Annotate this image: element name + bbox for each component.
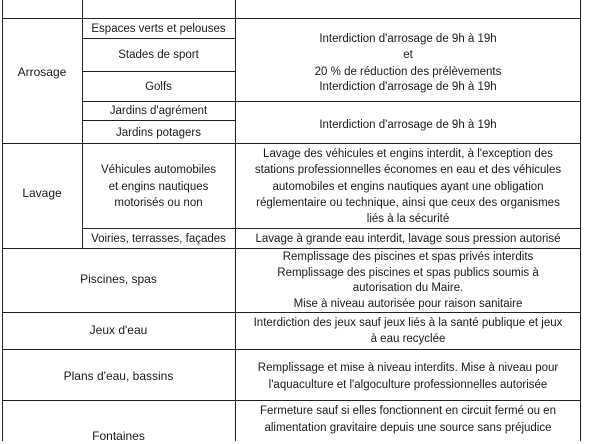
- measure-line: Remplissage des piscines et spas privés interdits: [282, 251, 534, 263]
- sub-jardins-agrement: Jardins d'agrément: [109, 105, 208, 117]
- measure-line: liés à la sécurité: [366, 213, 450, 225]
- category-jeux: Jeux d'eau: [89, 323, 148, 337]
- category-plans-eau: Plans d'eau, bassins: [63, 369, 174, 383]
- row-divider: [2, 400, 581, 401]
- sub-voiries: Voiries, terrasses, façades: [91, 233, 226, 245]
- category-lavage: Lavage: [22, 186, 62, 200]
- sub-golfs: Golfs: [145, 81, 172, 93]
- row-divider: [2, 349, 581, 350]
- measure-line: réglementaire ou technique, ainsi que ceux des organismes: [256, 197, 560, 209]
- sub-vehicules-line: et engins nautiques: [108, 181, 209, 193]
- measure-line: et: [403, 49, 413, 61]
- measure-line: l'aquaculture et l'algoculture professionnelles autorisée: [268, 379, 548, 391]
- measure-line: autorisation du Maire.: [352, 282, 464, 294]
- measure-line: Interdiction des jeux sauf jeux liés à la santé publique et jeux: [253, 317, 563, 329]
- sub-jardins-potagers: Jardins potagers: [115, 127, 202, 139]
- measure-line: Fermeture sauf si elles fonctionnent en circuit fermé ou en: [260, 405, 556, 417]
- sub-vehicules-line: motorisés ou non: [114, 197, 203, 209]
- measure-line: automobiles et engins nautiques ayant une obligation: [272, 181, 544, 193]
- measure-line: Remplissage et mise à niveau interdits. Mise à niveau pour: [257, 362, 559, 374]
- table-border-right: [580, 0, 581, 441]
- category-fontaines: Fontaines: [92, 429, 145, 443]
- row-divider: [2, 248, 581, 249]
- measure-line: Interdiction d'arrosage de 9h à 19h: [319, 119, 497, 131]
- measure-line: Interdiction d'arrosage de 9h à 19h: [319, 81, 497, 93]
- measure-line: stations professionnelles économes en eau et des véhicules: [254, 164, 562, 176]
- category-arrosage: Arrosage: [17, 65, 67, 79]
- sub-vehicules-line: Véhicules automobiles: [100, 164, 217, 176]
- row-divider: [82, 228, 581, 229]
- measure-line: Interdiction d'arrosage de 9h à 19h: [319, 33, 497, 45]
- row-divider: [2, 143, 581, 144]
- sub-divider: [82, 38, 236, 39]
- sub-stades: Stades de sport: [118, 49, 199, 61]
- row-divider: [2, 18, 581, 19]
- measure-line: Lavage des véhicules et engins interdit, à l'exception des: [263, 148, 553, 160]
- category-piscines: Piscines, spas: [80, 272, 157, 286]
- sub-espaces-verts: Espaces verts et pelouses: [91, 23, 226, 35]
- sub-divider: [82, 71, 236, 72]
- measure-line: Remplissage des piscines et spas publics soumis à: [277, 267, 539, 279]
- measure-line: Mise à niveau autorisée pour raison sanitaire: [293, 298, 523, 310]
- row-divider: [2, 312, 581, 313]
- row-divider: [82, 101, 581, 102]
- measure-line: alimentation gravitaire depuis une source sans préjudice: [264, 422, 552, 434]
- measure-line: 20 % de réduction des prélèvements: [314, 66, 502, 78]
- measure-line: à eau recyclée: [370, 333, 446, 345]
- sub-divider: [82, 120, 236, 121]
- measure-line: Lavage à grande eau interdit, lavage sous pression autorisé: [255, 233, 561, 245]
